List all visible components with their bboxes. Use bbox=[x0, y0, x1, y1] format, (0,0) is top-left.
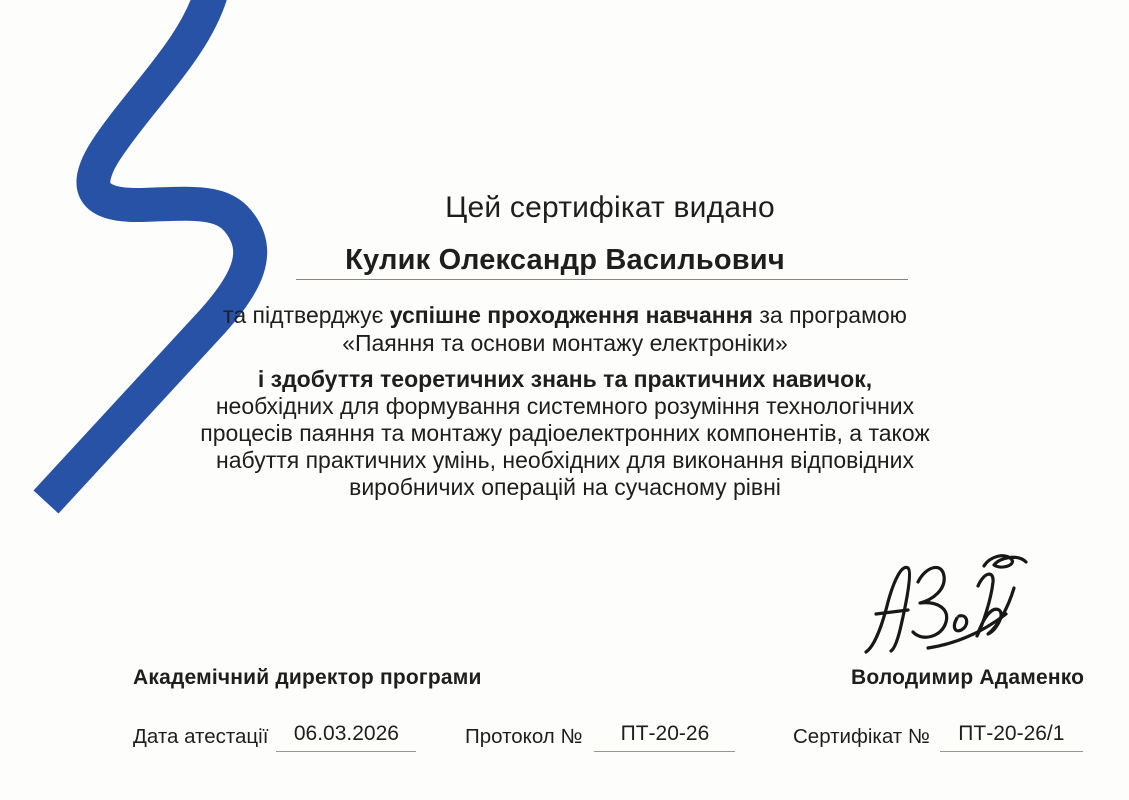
protocol-number-label: Протокол № bbox=[465, 725, 583, 748]
confirmation-line bbox=[170, 301, 960, 329]
description-line: необхідних для формування системного розуміння технологічних bbox=[215, 393, 915, 419]
certificate-number-value: ПТ-20-26/1 bbox=[940, 722, 1083, 752]
protocol-number-value: ПТ-20-26 bbox=[594, 722, 735, 752]
description-line: набуття практичних умінь, необхідних для виконання відповідних bbox=[216, 447, 914, 473]
confirmation-prefix: та підтверджує bbox=[223, 302, 390, 328]
handwritten-signature bbox=[856, 552, 1051, 664]
confirmation-bold: успішне проходження навчання bbox=[389, 302, 753, 328]
attestation-date-label: Дата атестації bbox=[133, 725, 269, 748]
description-paragraph bbox=[170, 366, 960, 501]
attestation-date-field bbox=[133, 722, 416, 752]
description-line: процесів паяння та монтажу радіоелектронних компонентів, а також bbox=[200, 420, 930, 446]
certificate-number-field bbox=[793, 722, 1083, 752]
protocol-number-field bbox=[465, 722, 735, 752]
confirmation-suffix: за програмою bbox=[752, 302, 907, 328]
recipient-name-underline bbox=[296, 279, 908, 280]
director-title: Академічний директор програми bbox=[133, 666, 482, 689]
description-line: виробничих операцій на сучасному рівні bbox=[349, 474, 781, 500]
confirmation-text bbox=[170, 301, 960, 357]
director-name: Володимир Адаменко bbox=[851, 666, 1085, 689]
certificate-number-label: Сертифікат № bbox=[793, 725, 930, 748]
description-lead-line: і здобуття теоретичних знань та практичних навичок, bbox=[257, 366, 873, 392]
attestation-date-value: 06.03.2026 bbox=[276, 722, 416, 752]
program-name: «Паяння та основи монтажу електроніки» bbox=[342, 330, 788, 356]
issued-to-line: Цей сертифікат видано bbox=[445, 191, 775, 224]
recipient-name: Кулик Олександр Васильович bbox=[345, 244, 785, 276]
